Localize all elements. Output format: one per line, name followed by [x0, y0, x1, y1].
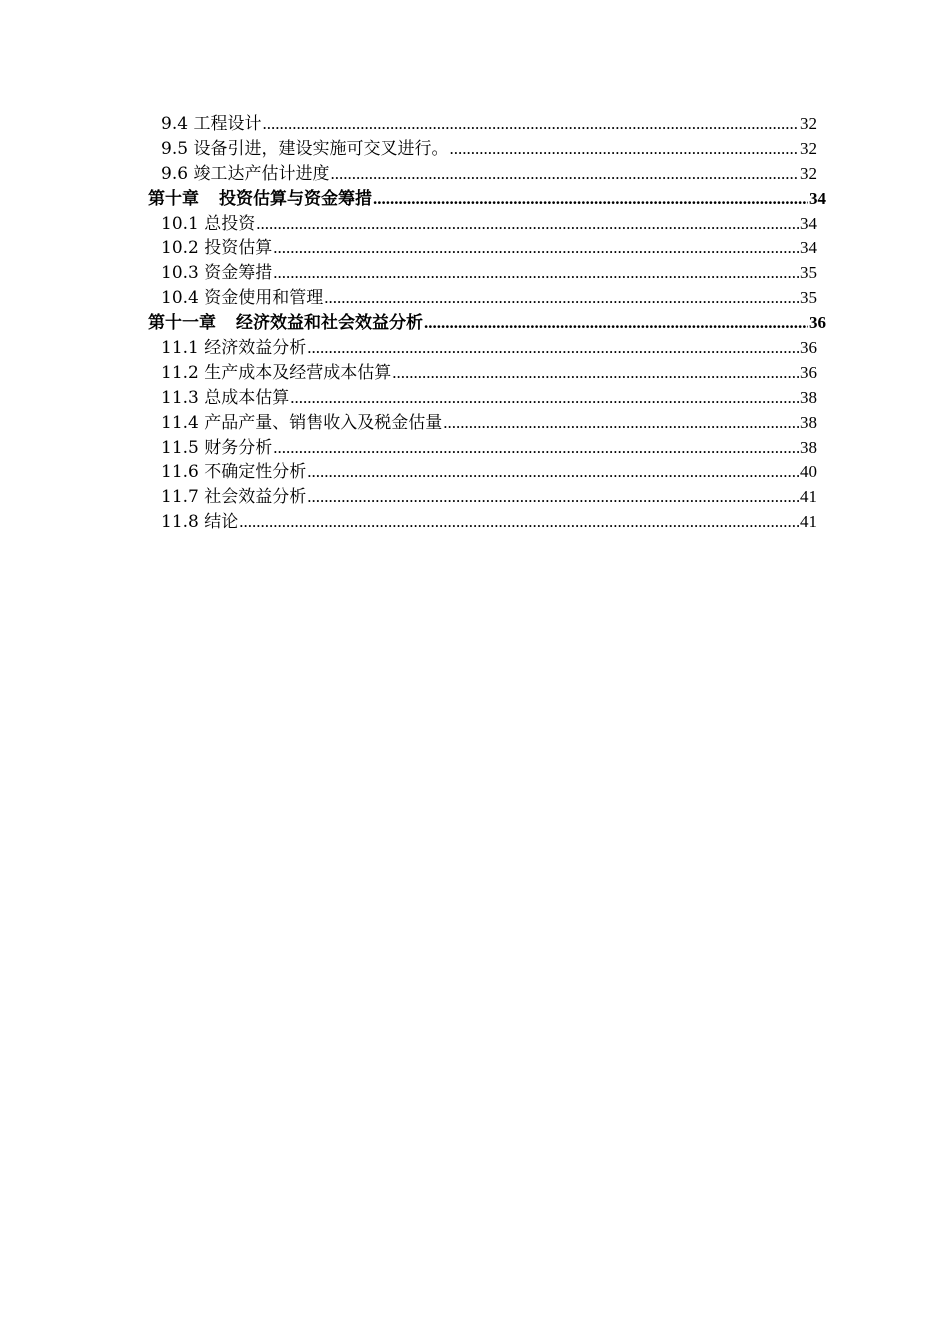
toc-entry-10-1[interactable]: [148, 212, 817, 237]
toc-dot-leader: [290, 386, 799, 411]
toc-page-number: 32: [800, 163, 817, 183]
toc-page-number: 40: [800, 462, 817, 482]
toc-entry-10-2[interactable]: [148, 236, 817, 261]
toc-entry-label: 10.1 总投资: [161, 213, 256, 234]
toc-page-number: 36: [800, 362, 817, 382]
toc-entry-label: 11.1 经济效益分析: [161, 338, 307, 359]
toc-page-number: 32: [800, 138, 817, 158]
toc-entry-label: 9.4 工程设计: [161, 114, 262, 134]
toc-dot-leader: [273, 236, 799, 261]
toc-entry-11-1[interactable]: [148, 336, 817, 361]
table-of-contents: [148, 112, 828, 535]
toc-dot-leader: [307, 485, 799, 510]
toc-chapter-number: 第十章: [148, 188, 199, 209]
toc-chapter-title: 投资估算与资金筹措: [219, 188, 372, 209]
toc-page-number: 38: [800, 437, 817, 457]
toc-entry-label: 10.4 资金使用和管理: [161, 288, 324, 309]
toc-entry-11-4[interactable]: [148, 411, 817, 436]
toc-page-number: 36: [809, 313, 826, 333]
toc-chapter-number: 第十一章: [148, 313, 216, 334]
toc-entry-10-3[interactable]: [148, 261, 817, 286]
toc-page-number: 35: [800, 288, 817, 308]
toc-dot-leader: [424, 311, 808, 336]
toc-entry-label: 11.7 社会效益分析: [161, 487, 307, 508]
toc-dot-leader: [273, 261, 799, 286]
toc-dot-leader: [392, 361, 799, 386]
toc-dot-leader: [324, 286, 799, 311]
toc-dot-leader: [273, 436, 799, 461]
toc-dot-leader: [256, 212, 799, 237]
toc-entry-label: 11.5 财务分析: [161, 437, 273, 458]
toc-page-number: 41: [800, 487, 817, 507]
toc-page-number: 41: [800, 512, 817, 532]
toc-page-number: 38: [800, 412, 817, 432]
toc-chapter-11[interactable]: [148, 311, 826, 336]
toc-entry-9-4[interactable]: [148, 112, 817, 137]
toc-dot-leader: [239, 510, 799, 535]
toc-dot-leader: [330, 162, 799, 187]
toc-page-number: 34: [800, 238, 817, 258]
toc-entry-11-8[interactable]: [148, 510, 817, 535]
toc-page-number: 35: [800, 263, 817, 283]
toc-dot-leader: [449, 137, 799, 162]
toc-entry-11-6[interactable]: [148, 460, 817, 485]
toc-entry-label: 11.8 结论: [161, 512, 239, 533]
toc-page-number: 34: [809, 188, 826, 208]
toc-entry-label: 9.5 设备引进，建设实施可交叉进行。: [161, 138, 449, 159]
toc-chapter-label: [148, 311, 423, 336]
toc-chapter-10[interactable]: [148, 187, 826, 212]
toc-page-number: 34: [800, 213, 817, 233]
toc-entry-11-5[interactable]: [148, 436, 817, 461]
toc-entry-label: 11.6 不确定性分析: [161, 462, 307, 483]
toc-entry-10-4[interactable]: [148, 286, 817, 311]
toc-entry-9-5[interactable]: [148, 137, 817, 162]
toc-entry-11-3[interactable]: [148, 386, 817, 411]
toc-page-number: 38: [800, 387, 817, 407]
toc-dot-leader: [443, 411, 799, 436]
toc-entry-label: 10.3 资金筹措: [161, 263, 273, 284]
toc-page-number: 32: [800, 114, 817, 133]
toc-entry-label: 9.6 竣工达产估计进度: [161, 163, 330, 184]
toc-entry-label: 11.4 产品产量、销售收入及税金估量: [161, 412, 443, 433]
toc-entry-11-7[interactable]: [148, 485, 817, 510]
toc-page-number: 36: [800, 338, 817, 358]
toc-chapter-label: [148, 187, 372, 212]
toc-entry-label: 11.2 生产成本及经营成本估算: [161, 362, 392, 383]
toc-dot-leader: [307, 460, 799, 485]
toc-dot-leader: [373, 187, 808, 212]
toc-entry-9-6[interactable]: [148, 162, 817, 187]
toc-chapter-title: 经济效益和社会效益分析: [236, 313, 423, 334]
toc-entry-label: 10.2 投资估算: [161, 238, 273, 259]
toc-entry-11-2[interactable]: [148, 361, 817, 386]
toc-entry-label: 11.3 总成本估算: [161, 387, 290, 408]
toc-dot-leader: [262, 112, 799, 137]
toc-dot-leader: [307, 336, 799, 361]
